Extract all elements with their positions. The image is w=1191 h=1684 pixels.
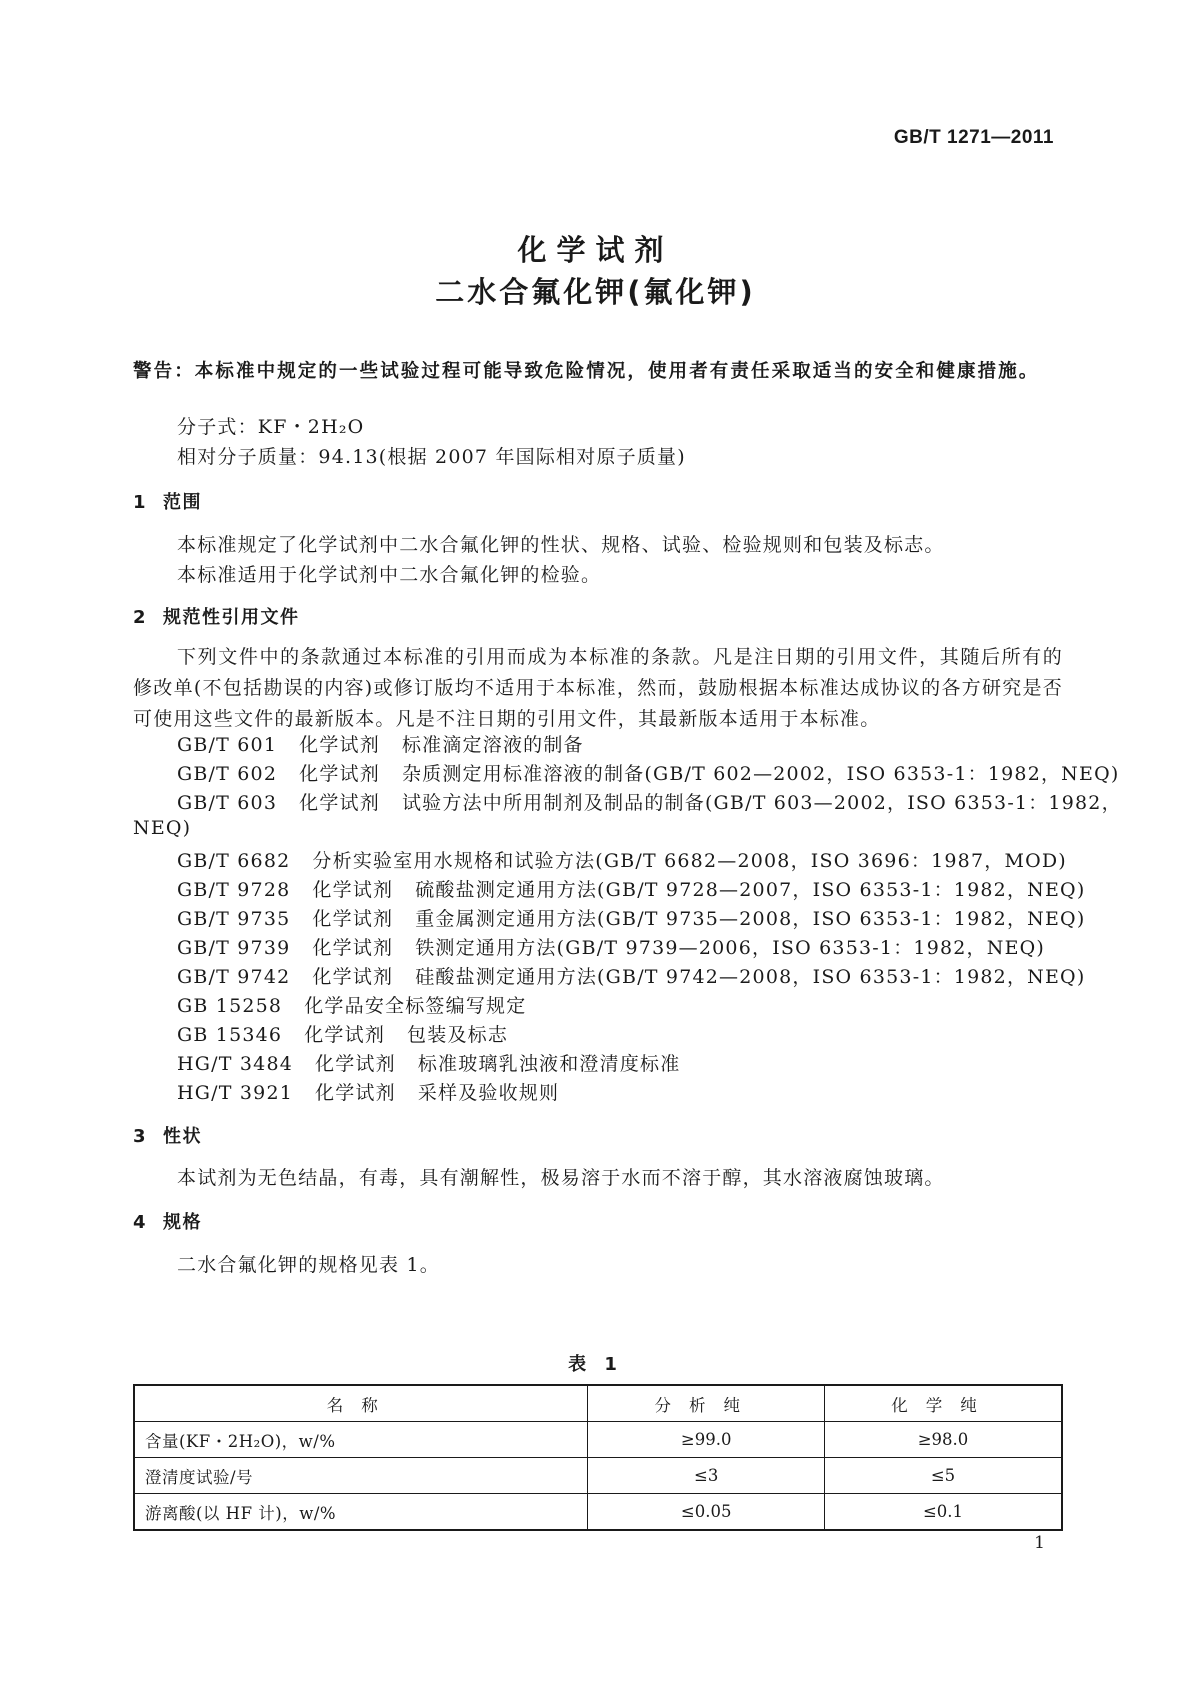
molecular-mass: 相对分子质量：94.13(根据 2007 年国际相对原子质量) xyxy=(177,446,686,468)
section-heading-references xyxy=(133,603,300,629)
reference-code: GB/T 9739 xyxy=(177,937,291,959)
reference-title: 化学试剂 xyxy=(299,734,380,756)
reference-code: GB/T 9742 xyxy=(177,966,291,988)
reference-item xyxy=(177,788,1122,815)
section-number: 4 xyxy=(133,1212,148,1233)
reference-desc: 分析实验室用水规格和试验方法(GB/T 6682—2008，ISO 3696：1987，MOD) xyxy=(312,850,1067,872)
reference-title: 化学试剂 xyxy=(299,792,380,814)
reference-title: 化学试剂 xyxy=(312,966,394,988)
reference-desc: 化学品安全标签编写规定 xyxy=(304,995,527,1017)
document-title: 化学试剂 xyxy=(517,233,674,267)
reference-code: GB 15346 xyxy=(177,1024,283,1046)
reference-code: HG/T 3921 xyxy=(177,1082,294,1104)
reference-code: GB/T 9735 xyxy=(177,908,291,930)
column-header: 化学纯 xyxy=(824,1385,1062,1422)
safety-warning: 警告：本标准中规定的一些试验过程可能导致危险情况，使用者有责任采取适当的安全和健康措施。 xyxy=(133,361,1040,382)
reference-desc: 杂质测定用标准溶液的制备(GB/T 602—2002，ISO 6353-1：1982，NEQ) xyxy=(401,763,1120,785)
reference-code: GB/T 602 xyxy=(177,763,278,785)
reference-item xyxy=(177,933,1045,960)
references-intro: 下列文件中的条款通过本标准的引用而成为本标准的条款。凡是注日期的引用文件，其随后所有的修改单(不包括勘误的内容)或修订版均不适用于本标准，然而，鼓励根据本标准达成协议的各方研究是否可使用这些文件的最新版本。凡是不注日期的引用文件，其最新版本适用于本标准。 xyxy=(133,646,1063,730)
reference-title: 化学试剂 xyxy=(315,1053,396,1075)
section-heading-scope xyxy=(133,488,202,514)
section-title: 规范性引用文件 xyxy=(163,607,300,628)
table-header-row xyxy=(134,1385,1062,1422)
table-cell: ≤0.05 xyxy=(588,1494,825,1531)
reference-desc: 包装及标志 xyxy=(407,1024,509,1046)
table-row xyxy=(134,1458,1062,1494)
properties-paragraph: 本试剂为无色结晶，有毒，具有潮解性，极易溶于水而不溶于醇，其水溶液腐蚀玻璃。 xyxy=(177,1167,945,1189)
reference-code: GB/T 9728 xyxy=(177,879,291,901)
section-number: 2 xyxy=(133,607,148,628)
page-number: 1 xyxy=(1034,1533,1045,1553)
table-cell: 澄清度试验/号 xyxy=(134,1458,588,1494)
reference-code: GB/T 6682 xyxy=(177,850,291,872)
reference-desc: 铁测定通用方法(GB/T 9739—2006，ISO 6353-1：1982，NEQ) xyxy=(415,937,1046,959)
molecular-formula: 分子式：KF・2H₂O xyxy=(177,416,365,438)
section-title: 规格 xyxy=(163,1212,202,1233)
reference-desc: 重金属测定通用方法(GB/T 9735—2008，ISO 6353-1：1982，NEQ) xyxy=(415,908,1086,930)
reference-title: 化学试剂 xyxy=(312,908,394,930)
table-cell: ≥99.0 xyxy=(588,1422,825,1458)
table-row xyxy=(134,1494,1062,1531)
reference-code: GB/T 603 xyxy=(177,792,278,814)
table-cell: 含量(KF・2H₂O)，w/% xyxy=(134,1422,588,1458)
reference-continuation: NEQ) xyxy=(133,817,192,839)
table-cell: 游离酸(以 HF 计)，w/% xyxy=(134,1494,588,1531)
scope-paragraph: 本标准适用于化学试剂中二水合氟化钾的检验。 xyxy=(177,564,602,586)
section-title: 范围 xyxy=(163,492,202,513)
reference-item xyxy=(177,1020,508,1047)
section-heading-specification xyxy=(133,1208,202,1234)
reference-desc: 试验方法中所用制剂及制品的制备(GB/T 603—2002，ISO 6353-1：1982， xyxy=(401,792,1122,814)
reference-desc: 硅酸盐测定通用方法(GB/T 9742—2008，ISO 6353-1：1982，NEQ) xyxy=(415,966,1086,988)
specification-table xyxy=(133,1384,1063,1531)
reference-item xyxy=(177,991,526,1018)
column-header: 分析纯 xyxy=(588,1385,825,1422)
column-header: 名称 xyxy=(134,1385,588,1422)
reference-item xyxy=(177,759,1119,786)
table-cell: ≤3 xyxy=(588,1458,825,1494)
reference-title: 化学试剂 xyxy=(299,763,380,785)
reference-title: 化学试剂 xyxy=(304,1024,386,1046)
standard-number: GB/T 1271—2011 xyxy=(893,127,1054,148)
reference-item xyxy=(177,1049,680,1076)
reference-desc: 标准玻璃乳浊液和澄清度标准 xyxy=(417,1053,681,1075)
specification-intro: 二水合氟化钾的规格见表 1。 xyxy=(177,1254,440,1276)
reference-item xyxy=(177,904,1085,931)
section-number: 3 xyxy=(133,1126,148,1147)
reference-desc: 标准滴定溶液的制备 xyxy=(401,734,584,756)
reference-title: 化学试剂 xyxy=(312,879,394,901)
section-title: 性状 xyxy=(163,1126,202,1147)
reference-item xyxy=(177,1078,559,1105)
reference-code: HG/T 3484 xyxy=(177,1053,294,1075)
table-cell: ≤5 xyxy=(824,1458,1062,1494)
section-number: 1 xyxy=(133,492,148,513)
reference-item xyxy=(177,730,584,757)
reference-code: GB/T 601 xyxy=(177,734,278,756)
reference-item xyxy=(177,962,1085,989)
reference-item xyxy=(177,846,1067,873)
table-cell: ≥98.0 xyxy=(824,1422,1062,1458)
reference-title: 化学试剂 xyxy=(312,937,394,959)
reference-desc: 硫酸盐测定通用方法(GB/T 9728—2007，ISO 6353-1：1982，NEQ) xyxy=(415,879,1086,901)
section-heading-properties xyxy=(133,1122,202,1148)
table-cell: ≤0.1 xyxy=(824,1494,1062,1531)
reference-code: GB 15258 xyxy=(177,995,283,1017)
reference-title: 化学试剂 xyxy=(315,1082,396,1104)
reference-item xyxy=(177,875,1085,902)
scope-paragraph: 本标准规定了化学试剂中二水合氟化钾的性状、规格、试验、检验规则和包装及标志。 xyxy=(177,534,945,556)
table-caption: 表 1 xyxy=(568,1354,623,1375)
document-subtitle: 二水合氟化钾(氟化钾) xyxy=(435,275,756,309)
table-row xyxy=(134,1422,1062,1458)
reference-desc: 采样及验收规则 xyxy=(417,1082,560,1104)
